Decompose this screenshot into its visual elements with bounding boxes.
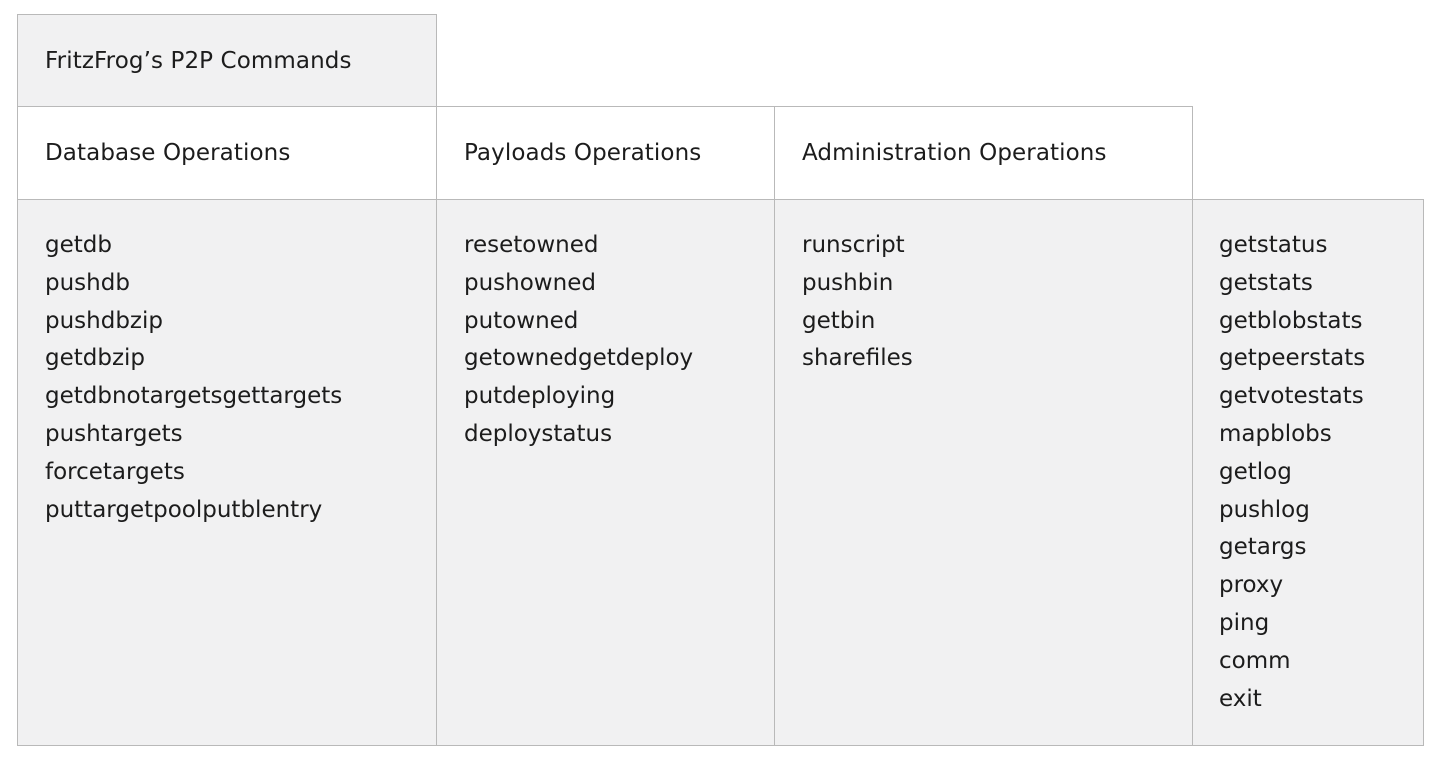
header-label: Administration Operations bbox=[802, 140, 1107, 166]
header-label: Payloads Operations bbox=[464, 140, 702, 166]
misc-commands-cell bbox=[1192, 199, 1424, 746]
table-title: FritzFrog’s P2P Commands bbox=[45, 47, 352, 74]
command-item: getblobstats bbox=[1219, 307, 1363, 334]
header-payloads-operations bbox=[436, 106, 775, 200]
command-item: ping bbox=[1219, 609, 1270, 636]
table-title-cell bbox=[17, 14, 437, 107]
payloads-commands-cell bbox=[436, 199, 775, 746]
command-item: getlog bbox=[1219, 458, 1292, 485]
database-commands-cell bbox=[17, 199, 437, 746]
command-item: getdbnotargetsgettargets bbox=[45, 383, 343, 410]
command-item: deploystatus bbox=[464, 420, 613, 447]
command-item: getdbzip bbox=[45, 345, 146, 372]
command-item: puttargetpoolputblentry bbox=[45, 496, 323, 523]
command-item: forcetargets bbox=[45, 458, 185, 485]
command-item: pushbin bbox=[802, 269, 894, 296]
command-item: getvotestats bbox=[1219, 383, 1364, 410]
command-item: exit bbox=[1219, 685, 1262, 712]
command-item: getbin bbox=[802, 307, 876, 334]
command-item: getpeerstats bbox=[1219, 345, 1366, 372]
command-item: resetowned bbox=[464, 232, 599, 258]
misc-commands-list bbox=[1219, 227, 1365, 718]
command-item: getownedgetdeploy bbox=[464, 345, 694, 372]
header-database-operations bbox=[17, 106, 437, 200]
command-item: pushdbzip bbox=[45, 307, 163, 334]
command-item: getstatus bbox=[1219, 232, 1328, 258]
command-item: mapblobs bbox=[1219, 420, 1332, 447]
header-administration-operations bbox=[774, 106, 1193, 200]
header-label: Database Operations bbox=[45, 140, 291, 166]
command-item: runscript bbox=[802, 232, 905, 258]
command-item: pushowned bbox=[464, 269, 596, 296]
command-item: putowned bbox=[464, 307, 579, 334]
command-item: proxy bbox=[1219, 572, 1284, 599]
administration-commands-cell bbox=[774, 199, 1193, 746]
command-item: putdeploying bbox=[464, 383, 616, 410]
command-item: pushlog bbox=[1219, 496, 1310, 523]
command-item: getargs bbox=[1219, 534, 1307, 561]
command-item: pushtargets bbox=[45, 420, 183, 447]
administration-commands-list bbox=[802, 227, 913, 378]
command-item: comm bbox=[1219, 647, 1291, 674]
payloads-commands-list bbox=[464, 227, 693, 454]
command-item: getstats bbox=[1219, 269, 1313, 296]
database-commands-list bbox=[45, 227, 342, 529]
command-item: sharefiles bbox=[802, 345, 913, 372]
command-item: pushdb bbox=[45, 269, 130, 296]
command-item: getdb bbox=[45, 232, 112, 258]
